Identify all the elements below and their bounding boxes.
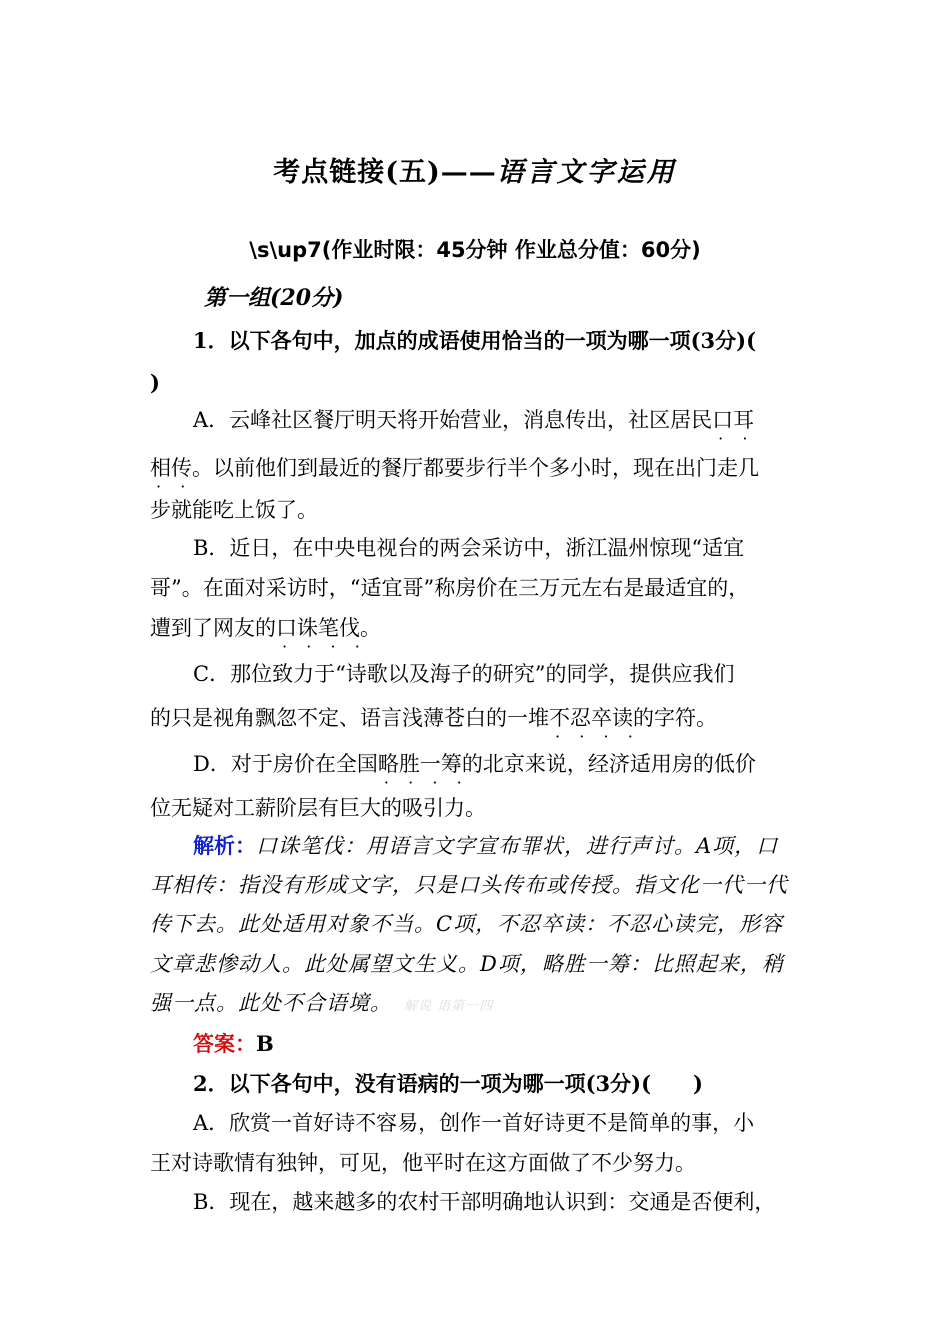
title-sub: 语言文字运用	[496, 157, 677, 188]
document-title	[0, 150, 950, 189]
q1-analysis-line: 文章悲惨动人。此处属望文生义。D项，略胜一筹：比照起来，稍	[150, 952, 784, 976]
analysis-label: 解析：	[193, 833, 256, 858]
homework-meta: \s\up7(作业时限：45分钟 作业总分值：60分)	[249, 238, 701, 262]
q1-stem-end: )	[150, 370, 160, 395]
q1-option-c: C．那位致力于“诗歌以及海子的研究”的同学，提供应我们	[193, 662, 735, 686]
q1-stem: 1．以下各句中，加点的成语使用恰当的一项为哪一项(3分)(	[193, 328, 757, 353]
q1-answer	[193, 1033, 274, 1055]
answer-label: 答案：	[193, 1031, 256, 1056]
q1-option-b: B．近日，在中央电视台的两会采访中，浙江温州惊现“适宜	[193, 536, 745, 560]
q1-option-d-cont: 位无疑对工薪阶层有巨大的吸引力。	[150, 796, 486, 820]
answer-value: B	[256, 1031, 274, 1056]
q1-option-c-cont: 的只是视角飘忽不定、语言浅薄苍白的一堆不忍卒读 · ·的字符。	[150, 708, 717, 729]
q2-stem: 2．以下各句中，没有语病的一项为哪一项(3分)( )	[193, 1071, 703, 1096]
q2-option-b: B．现在，越来越多的农村干部明确地认识到：交通是否便利，	[193, 1190, 776, 1214]
q1-option-a-end: 步就能吃上饭了。	[150, 498, 318, 522]
title-main: 考点链接(五)——	[273, 157, 497, 188]
q2-option-a-cont: 王对诗歌情有独钟，可见，他平时在这方面做了不少努力。	[150, 1151, 696, 1175]
faint-watermark: 解说 语第一四	[404, 999, 494, 1014]
emphasis-dots: 不忍卒读 · ·	[549, 708, 633, 729]
q1-analysis-line: 强一点。此处不合语境。 解说 语第一四	[150, 991, 494, 1015]
emphasis-dots: 略胜一筹 · ·	[378, 754, 462, 775]
emphasis-dots: 口诛笔伐 · ·	[276, 618, 360, 639]
q1-analysis: 解析：口诛笔伐：用语言文字宣布罪状，进行声讨。A项，口	[193, 833, 779, 858]
emphasis-dots: 相传 · ·	[150, 458, 192, 479]
q2-option-a: A．欣赏一首好诗不容易，创作一首好诗更不是简单的事，小	[193, 1111, 755, 1135]
group-heading: 第一组(20分)	[204, 285, 344, 311]
q1-option-b-end: 遭到了网友的口诛笔伐 · ·。	[150, 618, 381, 639]
q1-option-b-cont: 哥”。在面对采访时，“适宜哥”称房价在三万元左右是最适宜的，	[150, 576, 750, 600]
q1-option-a-cont: 相传 · ·。以前他们到最近的餐厅都要步行半个多小时，现在出门走几	[150, 458, 759, 479]
q1-analysis-line: 传下去。此处适用对象不当。C项，不忍卒读：不忍心读完，形容	[150, 912, 784, 936]
q1-option-d: D．对于房价在全国略胜一筹 · ·的北京来说，经济适用房的低价	[193, 754, 756, 775]
emphasis-dots: 口耳 · ·	[712, 410, 754, 431]
q1-option-a: A．云峰社区餐厅明天将开始营业，消息传出，社区居民口耳 · ·	[193, 410, 754, 431]
q1-analysis-line: 耳相传：指没有形成文字，只是口头传布或传授。指文化一代一代	[150, 873, 788, 897]
